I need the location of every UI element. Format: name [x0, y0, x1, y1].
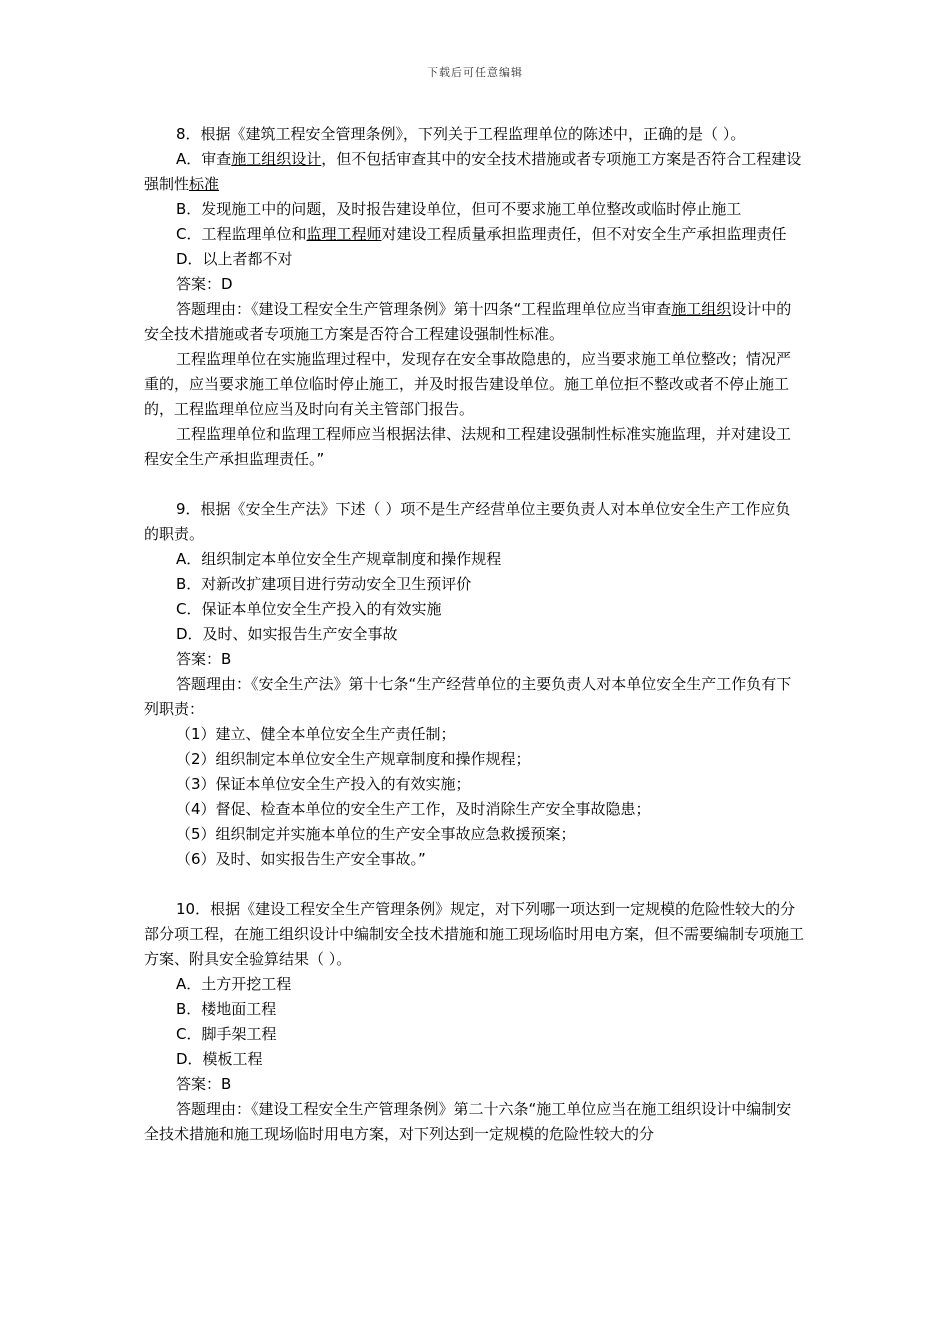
question-8-reason-paragraph: 工程监理单位和监理工程师应当根据法律、法规和工程建设强制性标准实施监理，并对建设工程安全生产承担监理责任。” — [144, 425, 792, 468]
page-header: 下载后可任意编辑 — [427, 66, 523, 79]
duty-list-item: （5）组织制定并实施本单位的生产安全事故应急救援预案； — [176, 825, 576, 843]
question-10-stem: 10．根据《建设工程安全生产管理条例》规定，对下列哪一项达到一定规模的危险性较大的分部分项工程，在施工组织设计中编制安全技术措施和施工现场临时用电方案，但不需要编制专项施工方案、附具安全验算结果（ ）。 — [144, 900, 805, 968]
duty-list-item: （2）组织制定本单位安全生产规章制度和操作规程； — [176, 750, 531, 768]
question-9-stem: 9．根据《安全生产法》下述（ ）项不是生产经营单位主要负责人对本单位安全生产工作应负的职责。 — [144, 500, 791, 543]
spacer — [144, 872, 804, 897]
question-8-option-a — [144, 147, 804, 197]
question-10-answer: 答案：B — [176, 1075, 232, 1093]
spacer — [144, 472, 804, 497]
question-8-option-d: D．以上者都不对 — [176, 250, 293, 268]
question-10-option-c: C．脚手架工程 — [176, 1025, 277, 1043]
question-8-reason-paragraph: 工程监理单位在实施监理过程中，发现存在安全事故隐患的，应当要求施工单位整改；情况严重的，应当要求施工单位临时停止施工，并及时报告建设单位。施工单位拒不整改或者不停止施工的，工程监理单位应当及时向有关主管部门报告。 — [144, 350, 792, 418]
underlined-term: 施工组织 — [671, 300, 732, 318]
duty-list-item: （1）建立、健全本单位安全生产责任制； — [176, 725, 456, 743]
question-9-answer: 答案：B — [176, 650, 232, 668]
document-body — [144, 122, 804, 1147]
option-a-prefix: A．审查 — [176, 150, 232, 168]
question-8-option-c — [144, 222, 804, 247]
question-8-stem: 8．根据《建筑工程安全管理条例》，下列关于工程监理单位的陈述中，正确的是（ ）。 — [176, 125, 746, 143]
question-10-option-d: D．模板工程 — [176, 1050, 263, 1068]
underlined-term: 施工组织设计 — [231, 150, 322, 168]
option-a-text: ，但不包括审查其中的安全技术措施或者专项施工方案是否符合工程建设强制性 — [144, 150, 802, 193]
question-9-reason: 答题理由：《安全生产法》第十七条“生产经营单位的主要负责人对本单位安全生产工作负有下列职责： — [144, 675, 792, 718]
reason-prefix: 答题理由：《建设工程安全生产管理条例》第十四条“工程监理单位应当审查 — [176, 300, 672, 318]
reason-text: 设计中的安全技术措施或者专项施工方案是否符合工程建设强制性标准。 — [144, 300, 792, 343]
underlined-term: 监理工程师 — [306, 225, 382, 243]
question-10-reason: 答题理由：《建设工程安全生产管理条例》第二十六条“施工单位应当在施工组织设计中编制安全技术措施和施工现场临时用电方案，对下列达到一定规模的危险性较大的分 — [144, 1100, 792, 1143]
option-c-prefix: C．工程监理单位和 — [176, 225, 307, 243]
question-9-option-b: B．对新改扩建项目进行劳动安全卫生预评价 — [176, 575, 472, 593]
question-8-option-b: B．发现施工中的问题，及时报告建设单位，但可不要求施工单位整改或临时停止施工 — [176, 200, 742, 218]
question-10-option-b: B．楼地面工程 — [176, 1000, 277, 1018]
question-9-option-a: A．组织制定本单位安全生产规章制度和操作规程 — [176, 550, 502, 568]
duty-list-item: （6）及时、如实报告生产安全事故。” — [176, 850, 426, 868]
duty-list-item: （3）保证本单位安全生产投入的有效实施； — [176, 775, 471, 793]
question-10-option-a: A．土方开挖工程 — [176, 975, 292, 993]
question-8-answer: 答案：D — [176, 275, 233, 293]
question-9-option-c: C．保证本单位安全生产投入的有效实施 — [176, 600, 442, 618]
question-8-reason — [144, 297, 804, 347]
duty-list-item: （4）督促、检查本单位的安全生产工作，及时消除生产安全事故隐患； — [176, 800, 651, 818]
underlined-term: 标准 — [189, 175, 220, 193]
option-c-text: 对建设工程质量承担监理责任，但不对安全生产承担监理责任 — [381, 225, 787, 243]
question-9-option-d: D．及时、如实报告生产安全事故 — [176, 625, 398, 643]
